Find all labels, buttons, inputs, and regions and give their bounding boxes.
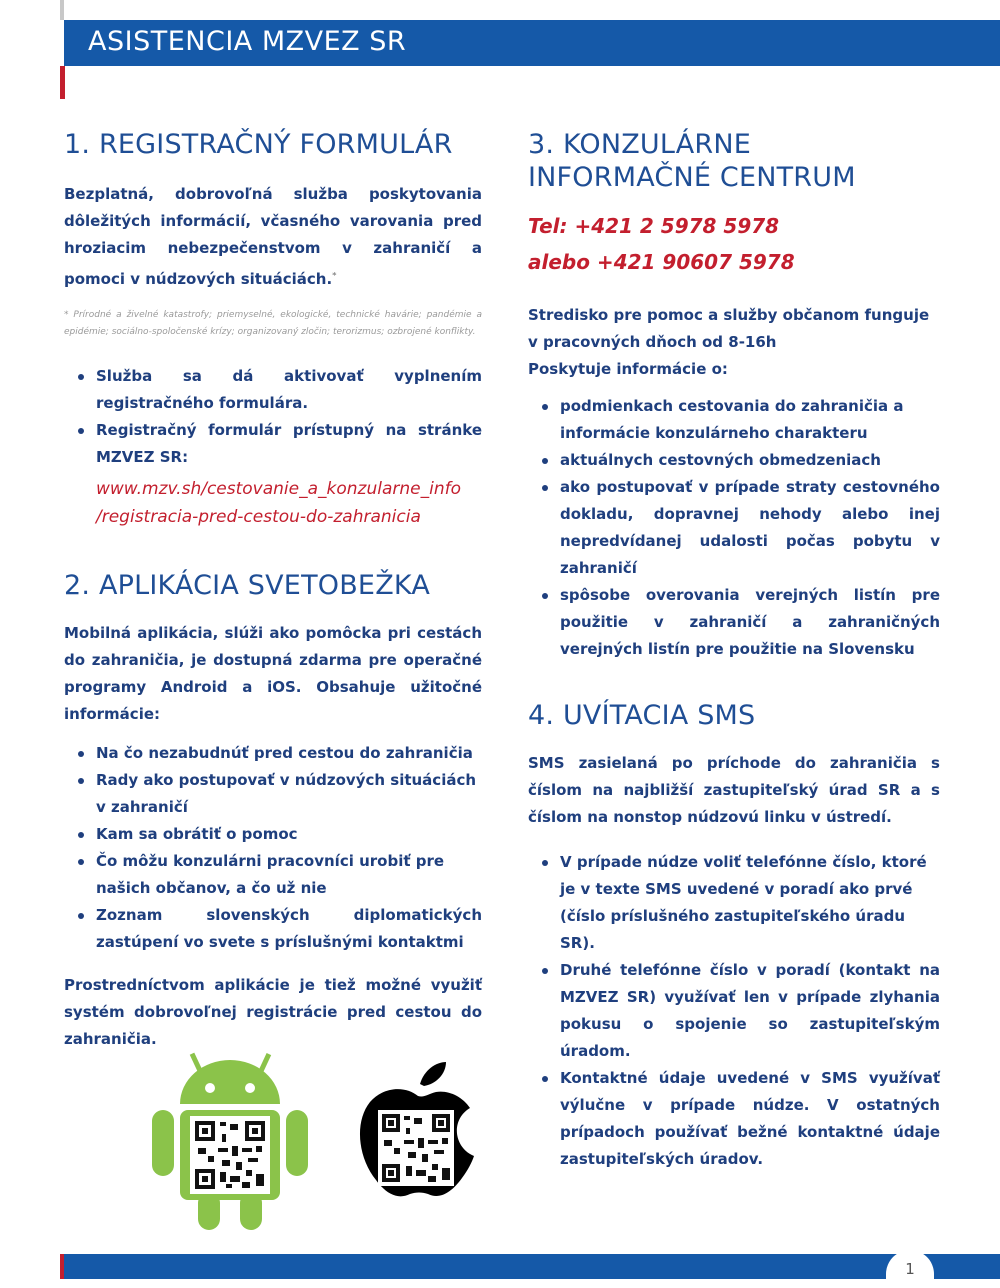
top-divider xyxy=(60,0,64,20)
page-header xyxy=(64,20,1000,66)
list-item: spôsobe overovania verejných listín pre použitie v zahraničí a zahraničných verejných listín pre použitie na Slovensku xyxy=(528,582,940,663)
phone-number[interactable]: Tel: +421 2 5978 5978 xyxy=(528,214,780,238)
section1-footnote: * Prírodné a živelné katastrofy; priemyselné, ekologické, technické havárie; pandémie a epidémie; sociálno-spoločenské krízy; organizovaný zločin; terorizmus; ozbrojené konflikty. xyxy=(64,310,482,337)
section4-heading: 4. UVÍTACIA SMS xyxy=(528,700,756,731)
list-item: ako postupovať v prípade straty cestovného dokladu, dopravnej nehody alebo inej nepredvídanej udalosti počas pobytu v zahraničí xyxy=(528,474,940,582)
page-footer xyxy=(64,1254,1000,1279)
list-item: Registračný formulár prístupný na stránke MZVEZ SR: xyxy=(64,417,482,471)
section3-list xyxy=(528,393,940,663)
list-item: aktuálnych cestovných obmedzeniach xyxy=(528,447,940,474)
left-column xyxy=(64,128,482,1053)
list-item: Kontaktné údaje uvedené v SMS využívať výlučne v prípade núdze. V ostatných prípadoch používať bežné kontaktné údaje zastupiteľských úradov. xyxy=(528,1065,940,1173)
app-icons xyxy=(150,1052,490,1232)
section1-intro: Bezplatná, dobrovoľná služba poskytovania dôležitých informácií, včasného varovania pred hroziacim nebezpečenstvom v zahraničí a pomoci v núdzových situáciách.* xyxy=(64,185,482,288)
section2-intro: Mobilná aplikácia, slúži ako pomôcka pri cestách do zahraničia, je dostupná zdarma pre operačné programy Android a iOS. Obsahuje užitočné informácie: xyxy=(64,624,482,723)
section1-list xyxy=(64,363,482,471)
right-column xyxy=(528,128,940,1173)
section2-outro: Prostredníctvom aplikácie je tiež možné využiť systém dobrovoľnej registrácie pred cestou do zahraničia. xyxy=(64,976,482,1048)
list-item: Druhé telefónne číslo v poradí (kontakt na MZVEZ SR) využívať len v prípade zlyhania pokusu o spojenie so zastupiteľským úradom. xyxy=(528,957,940,1065)
accent-bar xyxy=(60,66,65,99)
section4-list xyxy=(528,849,940,1173)
page-title: ASISTENCIA MZVEZ SR xyxy=(88,26,407,57)
section2-heading: 2. APLIKÁCIA SVETOBEŽKA xyxy=(64,570,430,601)
apple-qr-icon[interactable] xyxy=(354,1062,484,1202)
page-number: 1 xyxy=(886,1250,934,1286)
list-item: V prípade núdze voliť telefónne číslo, ktoré je v texte SMS uvedené v poradí ako prvé (číslo príslušného zastupiteľského úradu SR). xyxy=(528,849,940,957)
list-item: podmienkach cestovania do zahraničia a informácie konzulárneho charakteru xyxy=(528,393,940,447)
phone-number-alt[interactable]: alebo +421 90607 5978 xyxy=(528,250,795,274)
section3-hours: Stredisko pre pomoc a služby občanom funguje v pracovných dňoch od 8-16h Poskytuje informácie o: xyxy=(528,306,930,378)
android-qr-icon[interactable] xyxy=(150,1052,310,1232)
section1-heading: 1. REGISTRAČNÝ FORMULÁR xyxy=(64,129,453,160)
list-item: Čo môžu konzulárni pracovníci urobiť pre našich občanov, a čo už nie xyxy=(64,848,482,902)
section2-list xyxy=(64,740,482,956)
list-item: Služba sa dá aktivovať vyplnením registračného formulára. xyxy=(64,363,482,417)
list-item: Kam sa obrátiť o pomoc xyxy=(64,821,482,848)
list-item: Rady ako postupovať v núdzových situáciách v zahraničí xyxy=(64,767,482,821)
registration-link-cont[interactable]: /registracia-pred-cestou-do-zahranicia xyxy=(96,507,421,527)
section3-heading: 3. KONZULÁRNE INFORMAČNÉ CENTRUM xyxy=(528,129,856,193)
list-item: Na čo nezabudnúť pred cestou do zahraničia xyxy=(64,740,482,767)
list-item: Zoznam slovenských diplomatických zastúpení vo svete s príslušnými kontaktmi xyxy=(64,902,482,956)
section4-intro: SMS zasielaná po príchode do zahraničia s číslom na najbližší zastupiteľský úrad SR a s číslom na nonstop núdzovú linku v ústredí. xyxy=(528,754,940,826)
registration-link[interactable]: www.mzv.sh/cestovanie_a_konzularne_info xyxy=(96,479,461,499)
